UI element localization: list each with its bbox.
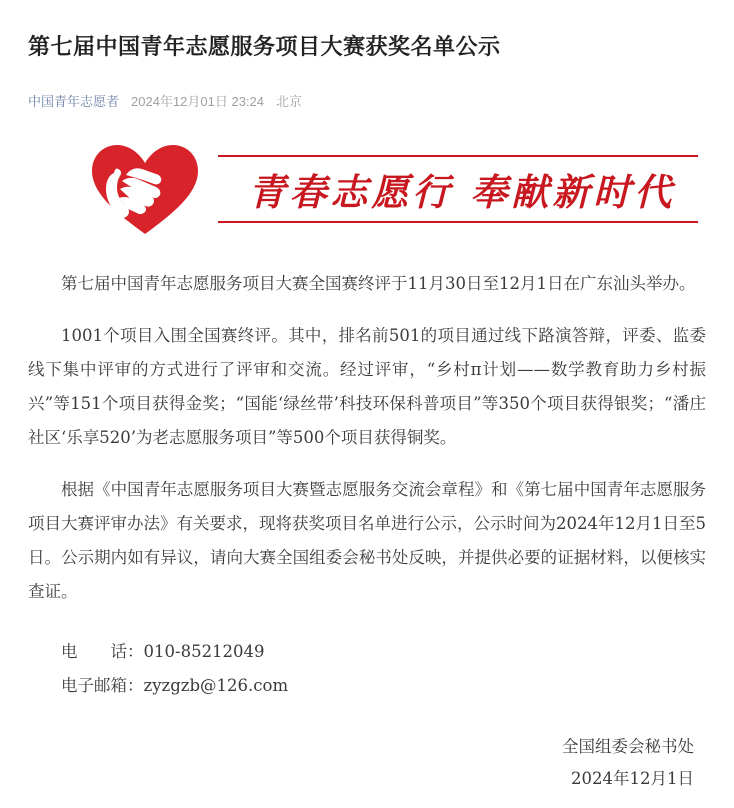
banner bbox=[28, 136, 706, 241]
article-page bbox=[0, 15, 734, 808]
contact-block bbox=[0, 635, 734, 703]
signature-date: 2024年12月1日 bbox=[571, 769, 694, 789]
heart-hand-icon bbox=[86, 141, 204, 237]
meta-source[interactable]: 中国青年志愿者 bbox=[28, 94, 120, 110]
banner-slogan: 青春志愿行 奉献新时代 bbox=[248, 169, 676, 214]
paragraph: 1001个项目入围全国赛终评。其中，排名前501的项目通过线下路演答辩，评委、监委线下集中评审的方式进行了评审和交流。经过评审，“乡村π计划——数学教育助力乡村振兴”等151个项目获得金奖；“国能‘绿丝带’科技环保科普项目”等350个项目获得银奖；“潘庄社区‘乐享520’为老志愿服务项目”等500个项目获得铜奖。 bbox=[28, 326, 706, 448]
paragraph: 第七届中国青年志愿服务项目大赛全国赛终评于11月30日至12月1日在广东汕头举办。 bbox=[61, 274, 696, 294]
article-body bbox=[0, 267, 734, 609]
signature-org: 全国组委会秘书处 bbox=[562, 737, 694, 757]
meta-datetime: 2024年12月01日 23:24 bbox=[131, 94, 264, 110]
paragraph: 根据《中国青年志愿服务项目大赛暨志愿服务交流会章程》和《第七届中国青年志愿服务项目大赛评审办法》有关要求，现将获奖项目名单进行公示，公示时间为2024年12月1日至5日。公示期内如有异议，请向大赛全国组委会秘书处反映，并提供必要的证据材料，以便核实查证。 bbox=[28, 480, 706, 602]
banner-rule-bottom bbox=[218, 221, 698, 223]
meta-location: 北京 bbox=[276, 94, 303, 110]
contact-phone: 电 话：010-85212049 bbox=[61, 642, 265, 662]
article-meta bbox=[0, 77, 734, 110]
banner-text bbox=[218, 141, 706, 237]
signature-block bbox=[0, 731, 734, 795]
page-title: 第七届中国青年志愿服务项目大赛获奖名单公示 bbox=[28, 33, 501, 59]
banner-rule-top bbox=[218, 155, 698, 157]
banner-inner bbox=[28, 136, 706, 241]
contact-email: 电子邮箱：zyzgzb@126.com bbox=[61, 676, 289, 696]
